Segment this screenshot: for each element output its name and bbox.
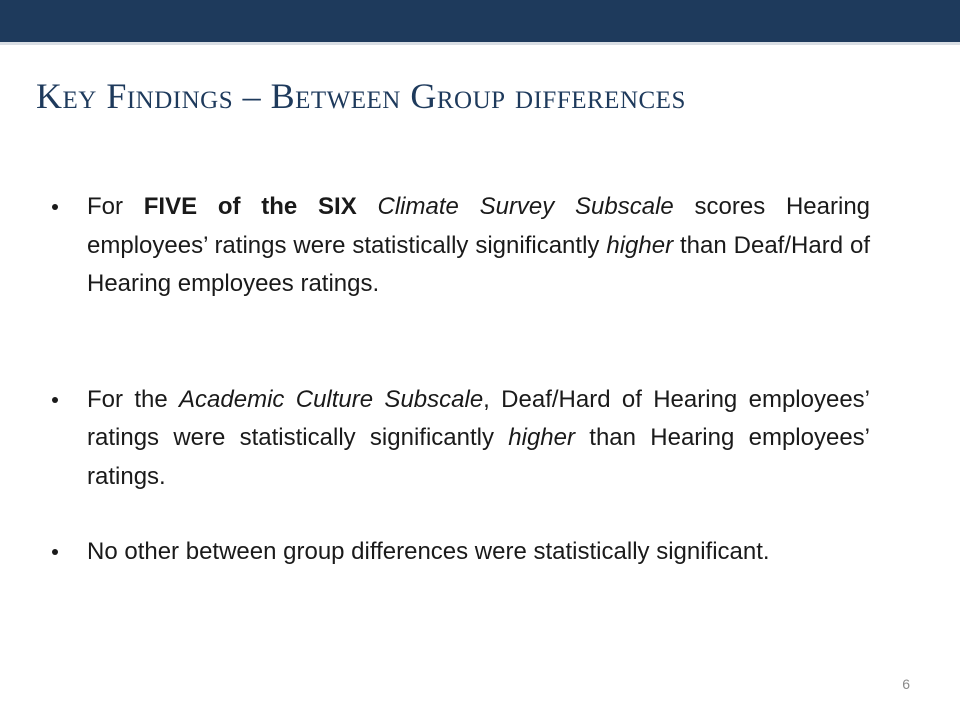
bullet-text-segment: than Hearing employees’ ratings.	[87, 424, 871, 490]
bullet-item-academic-culture	[48, 381, 870, 497]
bullet-text-segment: than Deaf/Hard of Hearing employees ratings.	[87, 231, 870, 297]
bullet-text-italic: higher	[508, 424, 575, 451]
bullet-text-italic: higher	[606, 231, 674, 259]
bullet-item-five-of-six	[48, 188, 870, 304]
bullet-list	[48, 188, 870, 572]
bullet-text-segment: No other between group differences were statistically significant.	[87, 538, 770, 565]
bullet-text-segment	[357, 193, 378, 220]
header-accent-bar	[0, 0, 960, 42]
bullet-text-segment: For	[87, 193, 144, 220]
bullet-text-segment: scores Hearing employees’ ratings were statistically significantly	[87, 193, 871, 259]
bullet-item-no-other-differences	[48, 533, 870, 572]
bullet-text-italic: Academic Culture Subscale	[179, 385, 484, 413]
bullet-text-segment: , Deaf/Hard of Hearing employees’ ratings were statistically significantly	[87, 385, 870, 451]
header-divider	[0, 42, 960, 45]
page-number: 6	[902, 676, 910, 692]
slide-title: Key Findings – Between Group differences	[36, 76, 686, 116]
bullet-text-bold: FIVE of the SIX	[143, 193, 357, 220]
bullet-text-segment: For the	[87, 385, 180, 413]
bullet-text-italic: Climate Survey Subscale	[377, 193, 674, 220]
